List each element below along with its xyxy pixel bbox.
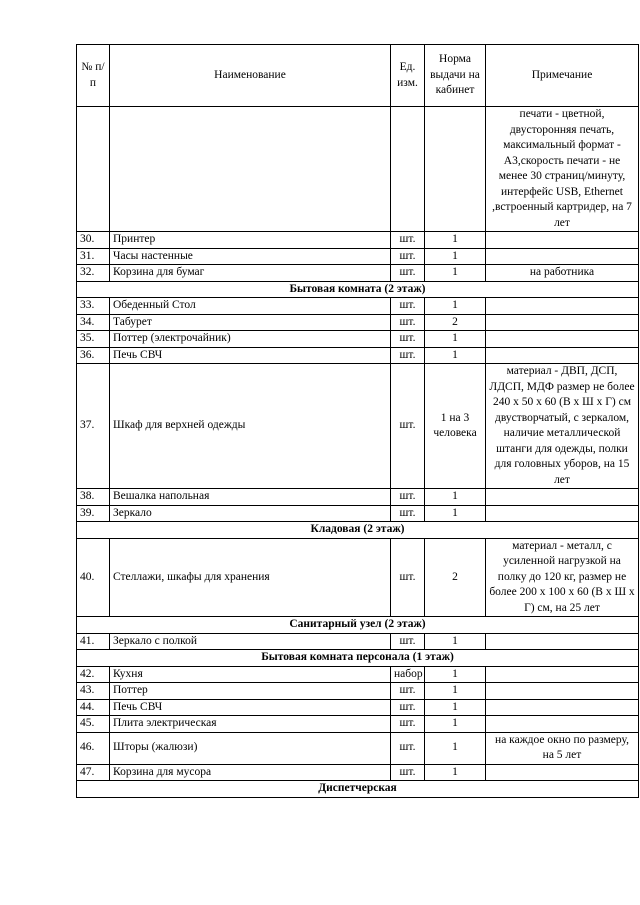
cell-note: [486, 314, 639, 331]
cell-qty: 2: [425, 314, 486, 331]
cell-qty: 1: [425, 716, 486, 733]
cell-note: материал - ДВП, ДСП, ЛДСП, МДФ размер не более 240 х 50 х 60 (В х Ш х Г) см двустворчатый, с зеркалом, наличие металлической штанги для одежды, полки для головных уборов, на 15 лет: [486, 364, 639, 489]
cell-unit: шт.: [391, 248, 425, 265]
cell-name: Часы настенные: [110, 248, 391, 265]
header-unit: Ед. изм.: [391, 45, 425, 107]
cell-note: [486, 699, 639, 716]
table-row: [77, 505, 639, 522]
cell-name: Кухня: [110, 666, 391, 683]
table-row: [77, 764, 639, 781]
cell-unit: шт.: [391, 505, 425, 522]
cell-unit: шт.: [391, 732, 425, 764]
table-row: [77, 248, 639, 265]
continuation-row: [77, 107, 639, 232]
cell-name: Табурет: [110, 314, 391, 331]
cell-note: [486, 232, 639, 249]
section-title: Бытовая комната персонала (1 этаж): [77, 650, 639, 667]
cell-unit: шт.: [391, 699, 425, 716]
section-title: Санитарный узел (2 этаж): [77, 617, 639, 634]
cell-unit: шт.: [391, 683, 425, 700]
cell-unit: набор: [391, 666, 425, 683]
cell-num: 47.: [77, 764, 110, 781]
table-row: [77, 298, 639, 315]
section-title: Диспетчерская: [77, 781, 639, 798]
cell-name: Поттер (электрочайник): [110, 331, 391, 348]
table-row: [77, 732, 639, 764]
cell-note: [486, 298, 639, 315]
cell-unit: шт.: [391, 265, 425, 282]
table-row: [77, 347, 639, 364]
cell-note: [486, 505, 639, 522]
cell-name: Зеркало: [110, 505, 391, 522]
table-row: [77, 633, 639, 650]
table-row: [77, 699, 639, 716]
cell-num: 37.: [77, 364, 110, 489]
table-body: [77, 107, 639, 798]
cell-unit: шт.: [391, 364, 425, 489]
cell-note: на работника: [486, 265, 639, 282]
cell-name: Обеденный Стол: [110, 298, 391, 315]
cell-note: на каждое окно по размеру, на 5 лет: [486, 732, 639, 764]
table-row: [77, 232, 639, 249]
table-row: [77, 489, 639, 506]
cell-name: Шторы (жалюзи): [110, 732, 391, 764]
table-row: [77, 314, 639, 331]
cell-num: 36.: [77, 347, 110, 364]
cell-unit: шт.: [391, 298, 425, 315]
cell-name: Плита электрическая: [110, 716, 391, 733]
cell-unit: шт.: [391, 633, 425, 650]
cell-note: [486, 248, 639, 265]
cell-note: [486, 331, 639, 348]
cell-num: 41.: [77, 633, 110, 650]
section-row: [77, 617, 639, 634]
cell-qty: 2: [425, 538, 486, 617]
cell-unit: шт.: [391, 347, 425, 364]
cell-qty: 1: [425, 298, 486, 315]
table-row: [77, 538, 639, 617]
section-row: [77, 650, 639, 667]
cell-num: 35.: [77, 331, 110, 348]
cell-qty: 1: [425, 248, 486, 265]
table-row: [77, 331, 639, 348]
cell-unit: шт.: [391, 331, 425, 348]
cell-unit: шт.: [391, 764, 425, 781]
table-row: [77, 265, 639, 282]
section-row: [77, 281, 639, 298]
cell-num: 46.: [77, 732, 110, 764]
cell-qty: 1: [425, 633, 486, 650]
cell-qty: 1: [425, 699, 486, 716]
cell-num: 40.: [77, 538, 110, 617]
cell-name: Стеллажи, шкафы для хранения: [110, 538, 391, 617]
cell-unit: шт.: [391, 314, 425, 331]
table-header-row: [77, 45, 639, 107]
cell-num: 39.: [77, 505, 110, 522]
cell-name: Зеркало с полкой: [110, 633, 391, 650]
header-name: Наименование: [110, 45, 391, 107]
cell-qty: 1: [425, 732, 486, 764]
cell-num: 38.: [77, 489, 110, 506]
cell-num: 30.: [77, 232, 110, 249]
header-num: № п/п: [77, 45, 110, 107]
cell-unit: шт.: [391, 538, 425, 617]
cell-num: 44.: [77, 699, 110, 716]
cell-qty: 1: [425, 489, 486, 506]
cell-note: [486, 633, 639, 650]
equipment-norms-table: [76, 44, 639, 798]
table-row: [77, 364, 639, 489]
cell-name: Печь СВЧ: [110, 347, 391, 364]
cell-num: 31.: [77, 248, 110, 265]
cell-name: Принтер: [110, 232, 391, 249]
cell-name: Вешалка напольная: [110, 489, 391, 506]
cell-qty: 1: [425, 232, 486, 249]
cell-num: 34.: [77, 314, 110, 331]
cell-qty: 1: [425, 331, 486, 348]
cell-name: Корзина для бумаг: [110, 265, 391, 282]
cell-name: Шкаф для верхней одежды: [110, 364, 391, 489]
cell-unit: шт.: [391, 489, 425, 506]
cell-note: [486, 347, 639, 364]
cell-qty: 1 на 3 человека: [425, 364, 486, 489]
cell-qty: 1: [425, 265, 486, 282]
section-title: Бытовая комната (2 этаж): [77, 281, 639, 298]
table-row: [77, 683, 639, 700]
cell-note: [486, 489, 639, 506]
cell-num: 45.: [77, 716, 110, 733]
cell-unit: шт.: [391, 232, 425, 249]
cell-note: материал - металл, с усиленной нагрузкой на полку до 120 кг, размер не более 200 х 100 х 60 (В х Ш х Г) см, на 25 лет: [486, 538, 639, 617]
cell-qty: 1: [425, 505, 486, 522]
section-row: [77, 522, 639, 539]
cell-unit: шт.: [391, 716, 425, 733]
cell-name: Корзина для мусора: [110, 764, 391, 781]
cell-num: 43.: [77, 683, 110, 700]
cell-note: [486, 666, 639, 683]
cell-num: 33.: [77, 298, 110, 315]
cell-num: 42.: [77, 666, 110, 683]
cell-note: [486, 683, 639, 700]
cell-num: 32.: [77, 265, 110, 282]
cell-qty: 1: [425, 347, 486, 364]
cell-qty: 1: [425, 666, 486, 683]
continuation-note: печати - цветной, двусторонняя печать, максимальный формат - А3,скорость печати - не менее 30 страниц/минуту, интерфейс USB, Ethernet ,встроенный картридер, на 7 лет: [486, 107, 639, 232]
cell-name: Поттер: [110, 683, 391, 700]
header-qty: Норма выдачи на кабинет: [425, 45, 486, 107]
section-row: [77, 781, 639, 798]
cell-note: [486, 716, 639, 733]
cell-qty: 1: [425, 764, 486, 781]
table-row: [77, 666, 639, 683]
header-note: Примечание: [486, 45, 639, 107]
cell-note: [486, 764, 639, 781]
section-title: Кладовая (2 этаж): [77, 522, 639, 539]
cell-qty: 1: [425, 683, 486, 700]
table-row: [77, 716, 639, 733]
cell-name: Печь СВЧ: [110, 699, 391, 716]
